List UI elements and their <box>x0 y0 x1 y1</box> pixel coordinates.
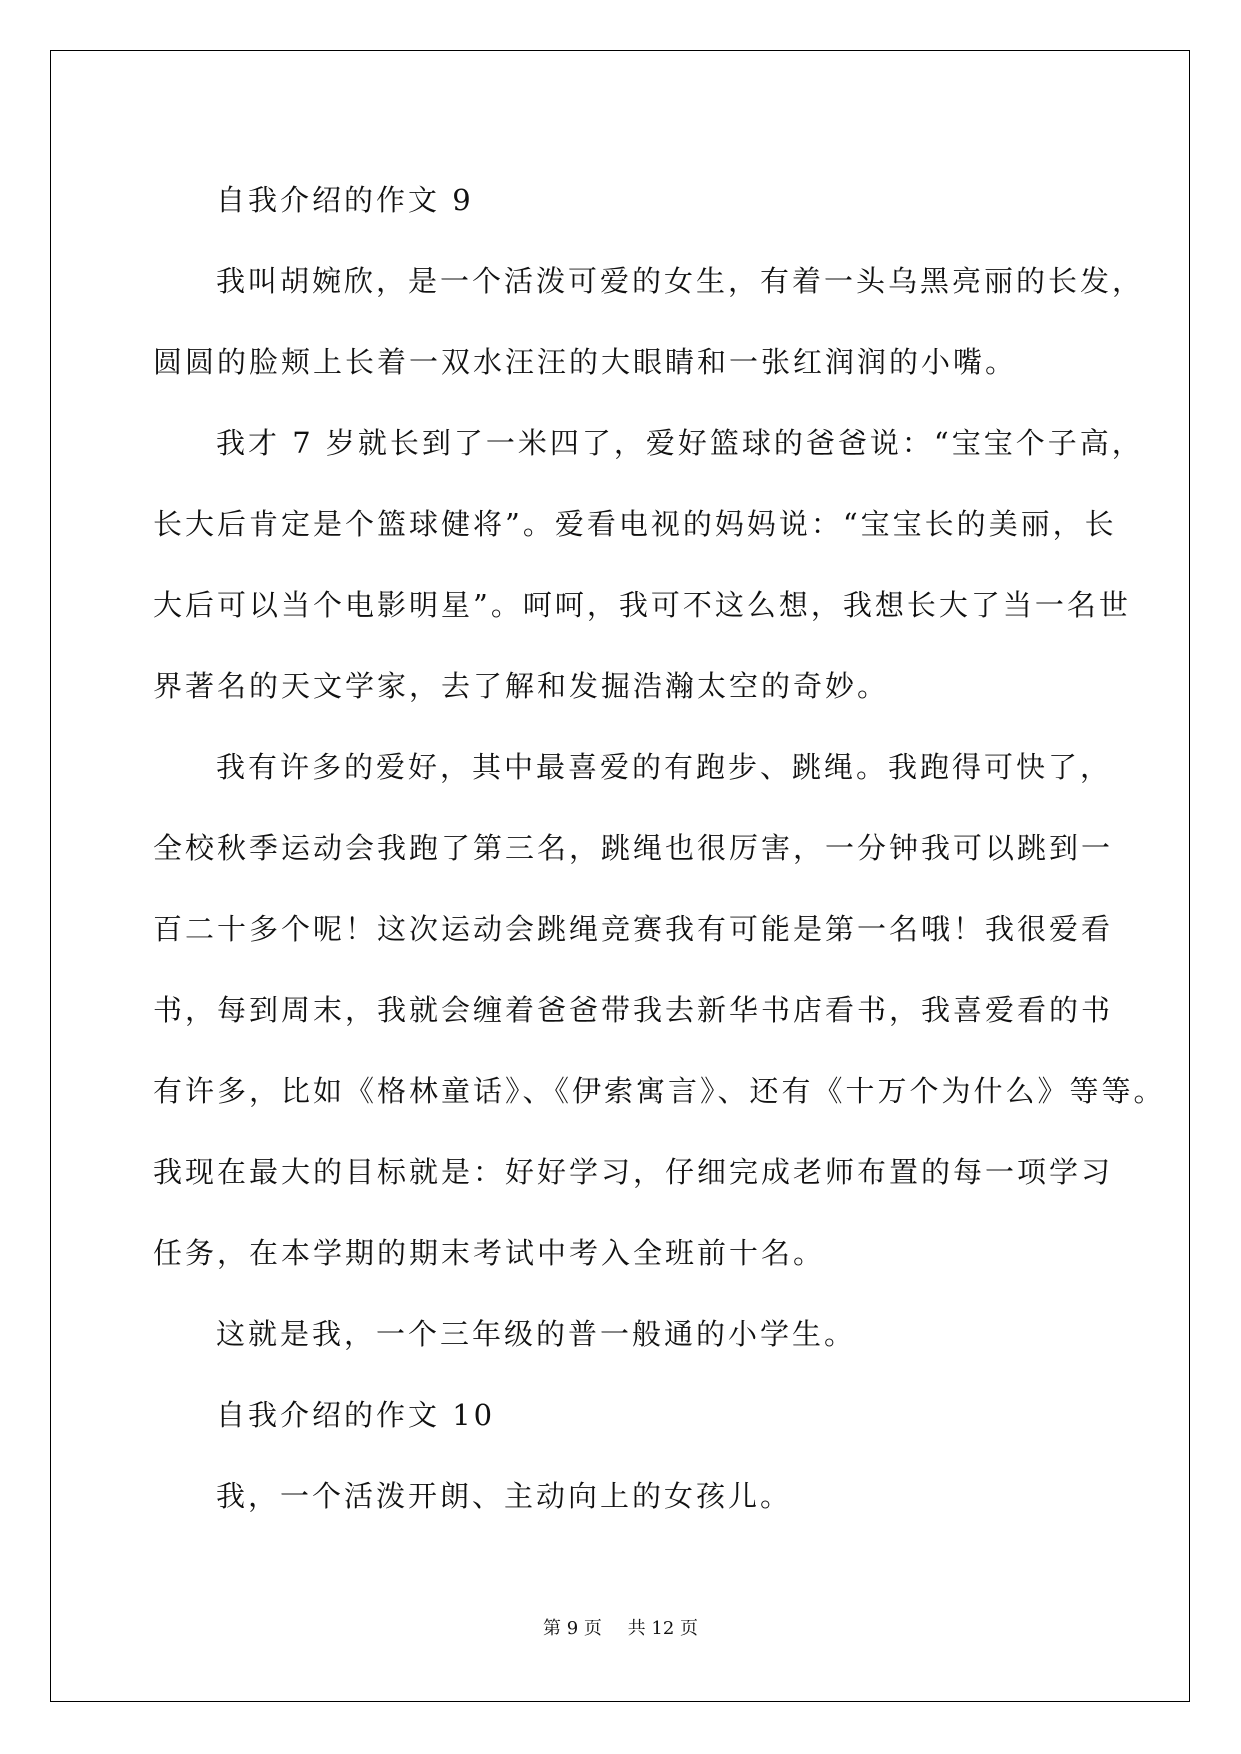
paragraph-line: 我，一个活泼开朗、主动向上的女孩儿。 <box>216 1479 793 1513</box>
paragraph-line: 大后可以当个电影明星”。呵呵，我可不这么想，我想长大了当一名世 <box>153 588 1131 622</box>
paragraph-line: 我才 7 岁就长到了一米四了，爱好篮球的爸爸说：“宝宝个子高， <box>216 426 1144 460</box>
paragraph-line: 任务，在本学期的期末考试中考入全班前十名。 <box>153 1236 826 1270</box>
page-total: 共 12 页 <box>627 1618 698 1639</box>
paragraph-line: 全校秋季运动会我跑了第三名，跳绳也很厉害，一分钟我可以跳到一 <box>153 831 1114 865</box>
paragraph-line: 我有许多的爱好，其中最喜爱的有跑步、跳绳。我跑得可快了， <box>216 750 1113 784</box>
paragraph-line: 界著名的天文学家，去了解和发掘浩瀚太空的奇妙。 <box>153 669 890 703</box>
paragraph-line: 圆圆的脸颊上长着一双水汪汪的大眼睛和一张红润润的小嘴。 <box>153 345 1018 379</box>
paragraph-line: 有许多，比如《格林童话》、《伊索寓言》、还有《十万个为什么》等等。 <box>153 1074 1166 1108</box>
page-footer <box>0 1614 1241 1640</box>
paragraph-line: 这就是我，一个三年级的普一般通的小学生。 <box>216 1317 857 1351</box>
paragraph-line: 我叫胡婉欣，是一个活泼可爱的女生，有着一头乌黑亮丽的长发， <box>216 264 1145 298</box>
paragraph-line: 百二十多个呢！这次运动会跳绳竞赛我有可能是第一名哦！我很爱看 <box>153 912 1114 946</box>
paragraph-line: 长大后肯定是个篮球健将”。爱看电视的妈妈说：“宝宝长的美丽，长 <box>153 507 1117 541</box>
essay-title-9: 自我介绍的作文 9 <box>216 183 474 217</box>
paragraph-line: 书，每到周末，我就会缠着爸爸带我去新华书店看书，我喜爱看的书 <box>153 993 1114 1027</box>
essay-title-10: 自我介绍的作文 10 <box>216 1398 496 1432</box>
paragraph-line: 我现在最大的目标就是：好好学习，仔细完成老师布置的每一项学习 <box>153 1155 1114 1189</box>
document-body <box>153 160 1166 1537</box>
page-number: 第 9 页 <box>543 1618 602 1639</box>
